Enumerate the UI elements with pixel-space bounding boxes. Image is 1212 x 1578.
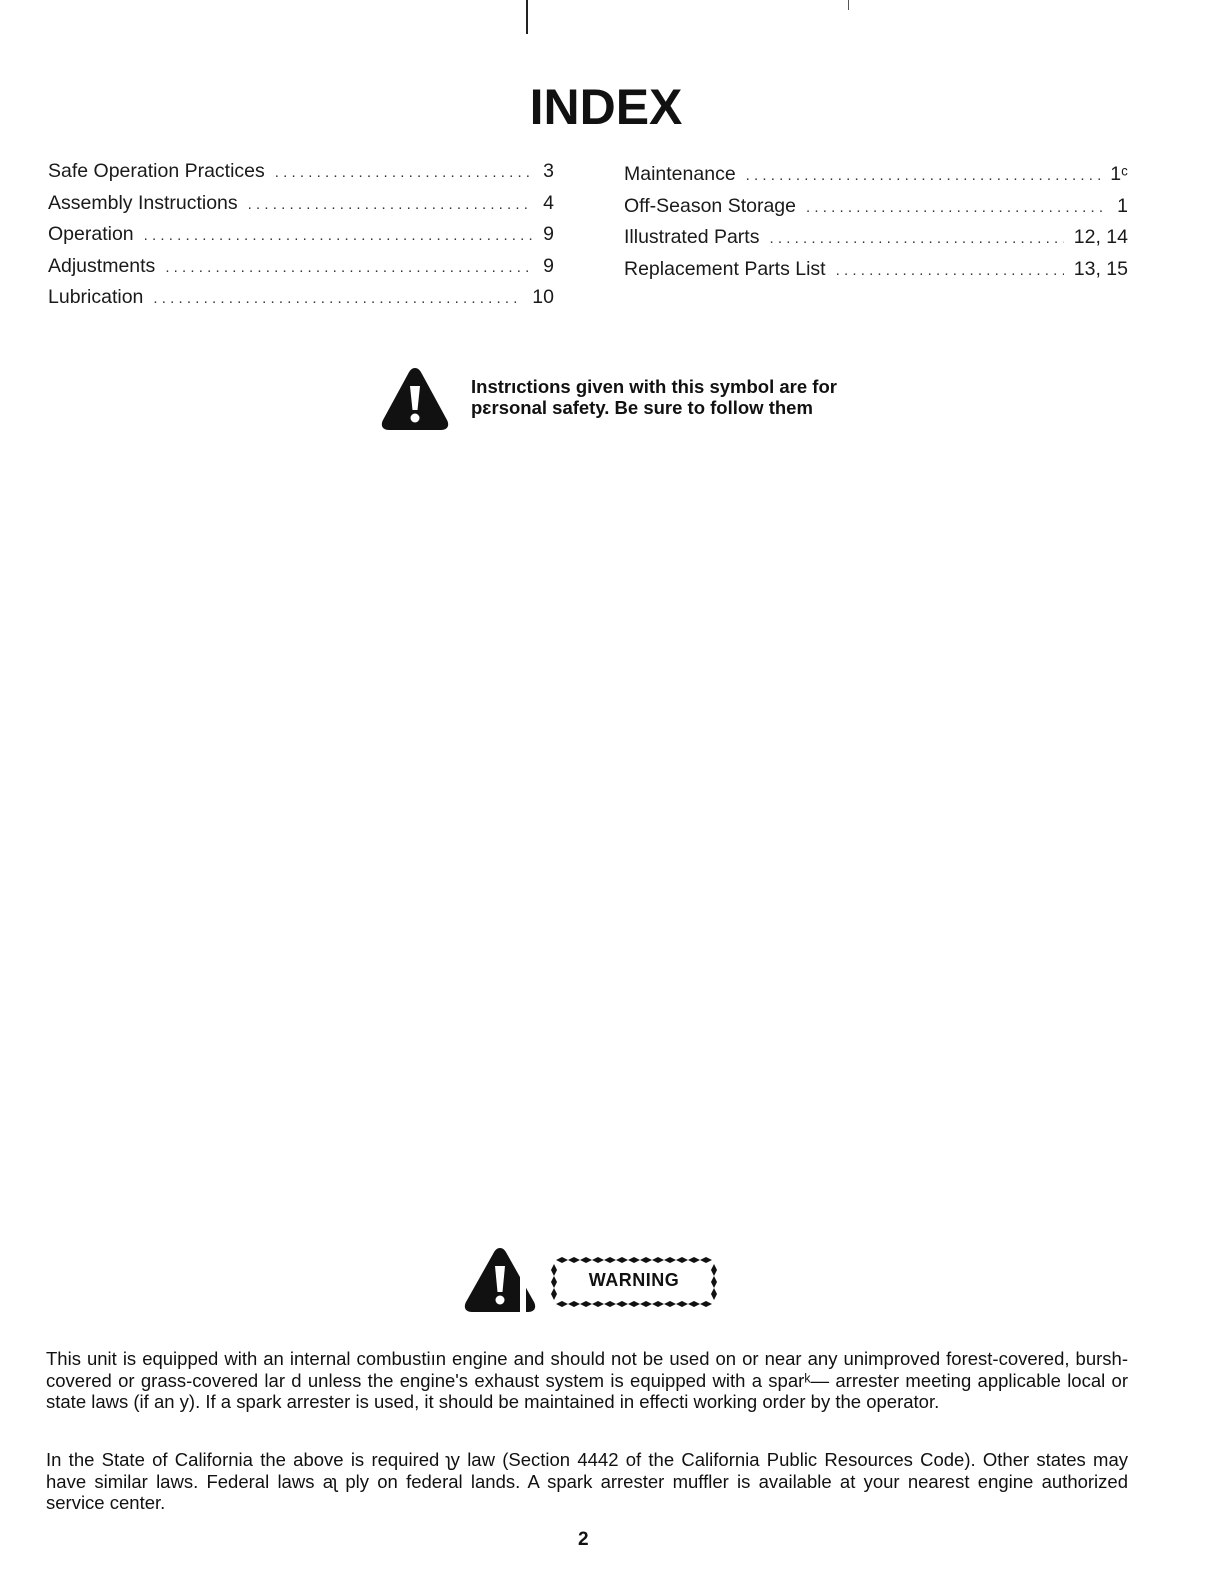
scan-mark: [526, 0, 528, 34]
index-leader-dots: [836, 262, 1064, 279]
index-entry: [624, 258, 1128, 290]
index-entry: [624, 163, 1128, 195]
index-leader-dots: [153, 290, 522, 307]
index-entry: [48, 160, 554, 192]
index-entry-label: Off-Season Storage: [624, 194, 796, 217]
safety-alert-triangle-icon: [462, 1246, 538, 1314]
index-entry-label: Adjustments: [48, 254, 156, 277]
index-leader-dots: [746, 167, 1101, 184]
index-entry: [48, 223, 554, 255]
index-entry: [48, 192, 554, 224]
safety-alert-triangle-icon: [380, 366, 450, 432]
index-entry-page: 3: [543, 160, 554, 182]
index-entry: [48, 255, 554, 287]
index-entry-page: 9: [543, 223, 554, 245]
index-leader-dots: [275, 164, 533, 181]
index-entry-label: Assembly Instructions: [48, 191, 238, 214]
index-entry-label: Illustrated Parts: [624, 226, 760, 248]
index-entry-label: Maintenance: [624, 163, 736, 185]
index-column-right: [624, 163, 1128, 289]
california-law-paragraph: In the State of California the above is required ʅy law (Section 4442 of the California Public Resources Code). Other states may have similar laws. Federal laws aʅ ply on federal lands. A spark arrester muffler is available at your nearest engine authorized service center.: [46, 1449, 1128, 1513]
index-leader-dots: [769, 230, 1063, 247]
index-entry-label: Operation: [48, 223, 134, 245]
index-leader-dots: [248, 196, 533, 213]
page-title: INDEX: [529, 79, 683, 135]
index-entry-page: 4: [543, 191, 554, 214]
index-column-left: [48, 160, 554, 318]
index-entry-page: 12, 14: [1073, 226, 1128, 248]
scan-mark: [848, 0, 849, 10]
warning-label: WARNING: [588, 1270, 680, 1290]
index-entry-label: Replacement Parts List: [624, 257, 826, 280]
index-leader-dots: [165, 259, 533, 276]
index-leader-dots: [806, 199, 1107, 216]
index-entry-page: 13, 15: [1073, 257, 1128, 280]
index-entry-page: 10: [532, 286, 554, 308]
index-entry: [624, 226, 1128, 258]
safety-note-text: Instrıctions given with this symbol are for pɛrsonal safety. Be sure to follow them: [471, 376, 837, 418]
index-entry: [48, 286, 554, 318]
index-entry-page: 9: [543, 254, 554, 277]
index-leader-dots: [144, 227, 534, 244]
index-entry-page: 1: [1117, 194, 1128, 217]
page-number: 2: [578, 1529, 589, 1550]
index-entry-label: Lubrication: [48, 286, 144, 308]
spark-arrester-paragraph: This unit is equipped with an internal combustiın engine and should not be used on or near any unimproved forest-covered, bursh-covered or grass-covered lar d unless the engine's exhaust system is equipped with a sparᵏ— arrester meeting applicable local or state laws (if an y). If a spark arrester is used, it should be maintained in effecti working order by the operator.: [46, 1348, 1128, 1412]
index-entry-label: Safe Operation Practices: [48, 160, 265, 182]
index-entry: [624, 195, 1128, 227]
warning-header: [462, 1246, 722, 1316]
index-entry-page: 1ᶜ: [1110, 163, 1128, 185]
